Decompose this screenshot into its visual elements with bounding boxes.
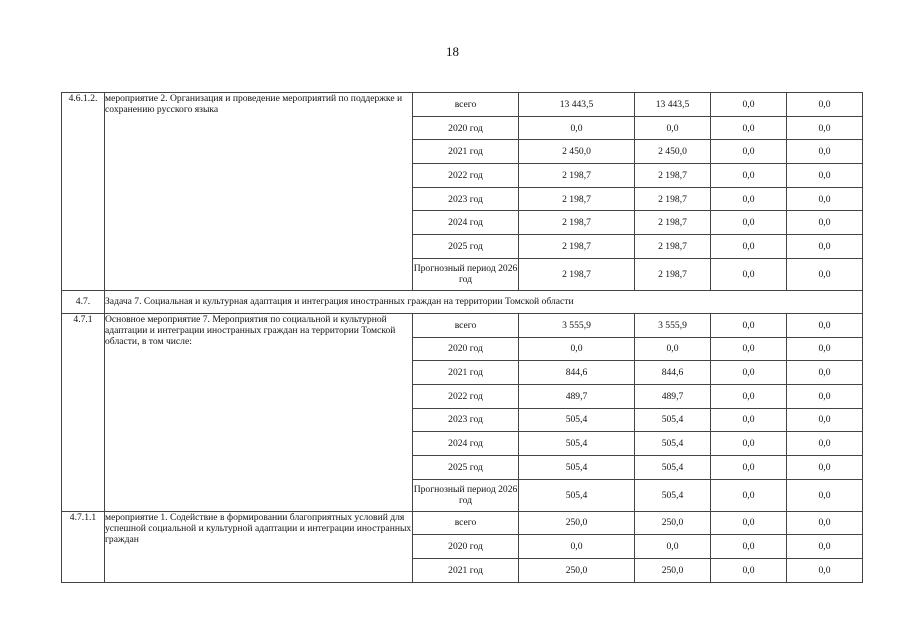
value-cell: 0,0 (711, 313, 787, 337)
value-cell: 0,0 (787, 116, 863, 140)
value-cell: 2 198,7 (635, 164, 711, 188)
value-cell: 505,4 (635, 432, 711, 456)
page-number: 18 (446, 44, 459, 59)
period-label: 2020 год (413, 535, 519, 559)
value-cell: 3 555,9 (519, 313, 635, 337)
value-cell: 0,0 (787, 140, 863, 164)
value-cell: 0,0 (787, 337, 863, 361)
value-cell: 0,0 (711, 116, 787, 140)
period-label: 2021 год (413, 140, 519, 164)
task-title: Задача 7. Социальная и культурная адаптация и интеграция иностранных граждан на территории Томской области (105, 290, 863, 313)
period-label: 2023 год (413, 187, 519, 211)
value-cell: 2 198,7 (635, 187, 711, 211)
value-cell: 0,0 (787, 93, 863, 117)
measure-name: мероприятие 2. Организация и проведение мероприятий по поддержке и сохранению русского языка (105, 93, 413, 291)
period-label: всего (413, 313, 519, 337)
value-cell: 505,4 (635, 455, 711, 479)
value-cell: 0,0 (787, 535, 863, 559)
value-cell: 0,0 (787, 511, 863, 535)
value-cell: 2 198,7 (519, 187, 635, 211)
period-label: всего (413, 511, 519, 535)
value-cell: 0,0 (787, 187, 863, 211)
value-cell: 0,0 (711, 164, 787, 188)
value-cell: 505,4 (635, 408, 711, 432)
value-cell: 250,0 (519, 511, 635, 535)
table-row (62, 93, 863, 117)
row-number: 4.7.1.1 (62, 511, 105, 582)
value-cell: 0,0 (711, 361, 787, 385)
measure-name: мероприятие 1. Содействие в формировании благоприятных условий для успешной социальной и культурной адаптации и интеграции иностранных граждан (105, 511, 413, 582)
value-cell: 2 198,7 (519, 211, 635, 235)
period-label: 2025 год (413, 235, 519, 259)
value-cell: 0,0 (711, 559, 787, 583)
table-row (62, 511, 863, 535)
value-cell: 489,7 (635, 384, 711, 408)
value-cell: 250,0 (519, 559, 635, 583)
value-cell: 2 198,7 (519, 235, 635, 259)
value-cell: 250,0 (635, 511, 711, 535)
value-cell: 0,0 (711, 140, 787, 164)
period-label: 2020 год (413, 337, 519, 361)
period-label: Прогнозный период 2026 год (413, 479, 519, 511)
value-cell: 0,0 (787, 384, 863, 408)
value-cell: 0,0 (635, 337, 711, 361)
value-cell: 505,4 (519, 479, 635, 511)
value-cell: 0,0 (635, 535, 711, 559)
value-cell: 2 198,7 (635, 258, 711, 290)
value-cell: 0,0 (711, 384, 787, 408)
value-cell: 0,0 (519, 535, 635, 559)
value-cell: 2 198,7 (635, 211, 711, 235)
value-cell: 0,0 (519, 337, 635, 361)
value-cell: 505,4 (519, 455, 635, 479)
period-label: 2025 год (413, 455, 519, 479)
value-cell: 505,4 (635, 479, 711, 511)
value-cell: 13 443,5 (635, 93, 711, 117)
value-cell: 0,0 (711, 432, 787, 456)
period-label: 2022 год (413, 164, 519, 188)
value-cell: 844,6 (635, 361, 711, 385)
value-cell: 0,0 (787, 211, 863, 235)
value-cell: 0,0 (711, 93, 787, 117)
value-cell: 0,0 (711, 455, 787, 479)
task-row (62, 290, 863, 313)
period-label: Прогнозный период 2026 год (413, 258, 519, 290)
period-label: всего (413, 93, 519, 117)
value-cell: 3 555,9 (635, 313, 711, 337)
period-label: 2020 год (413, 116, 519, 140)
table-row (62, 313, 863, 337)
value-cell: 0,0 (519, 116, 635, 140)
value-cell: 0,0 (787, 479, 863, 511)
value-cell: 2 450,0 (635, 140, 711, 164)
row-number: 4.7. (62, 290, 105, 313)
value-cell: 0,0 (787, 258, 863, 290)
value-cell: 505,4 (519, 432, 635, 456)
value-cell: 0,0 (711, 235, 787, 259)
value-cell: 0,0 (787, 408, 863, 432)
value-cell: 0,0 (787, 361, 863, 385)
value-cell: 844,6 (519, 361, 635, 385)
value-cell: 0,0 (787, 455, 863, 479)
period-label: 2021 год (413, 559, 519, 583)
value-cell: 2 198,7 (519, 164, 635, 188)
value-cell: 0,0 (787, 235, 863, 259)
value-cell: 0,0 (711, 479, 787, 511)
row-number: 4.6.1.2. (62, 93, 105, 291)
value-cell: 0,0 (711, 408, 787, 432)
value-cell: 0,0 (787, 559, 863, 583)
value-cell: 0,0 (711, 511, 787, 535)
budget-table (61, 92, 863, 583)
value-cell: 0,0 (787, 313, 863, 337)
value-cell: 2 450,0 (519, 140, 635, 164)
value-cell: 0,0 (635, 116, 711, 140)
period-label: 2023 год (413, 408, 519, 432)
value-cell: 0,0 (711, 258, 787, 290)
value-cell: 0,0 (711, 211, 787, 235)
value-cell: 0,0 (711, 337, 787, 361)
value-cell: 2 198,7 (635, 235, 711, 259)
value-cell: 250,0 (635, 559, 711, 583)
row-number: 4.7.1 (62, 313, 105, 511)
measure-name: Основное мероприятие 7. Мероприятия по социальной и культурной адаптации и интеграции иностранных граждан на территории Томской области, в том числе: (105, 313, 413, 511)
value-cell: 489,7 (519, 384, 635, 408)
value-cell: 505,4 (519, 408, 635, 432)
value-cell: 0,0 (787, 432, 863, 456)
period-label: 2021 год (413, 361, 519, 385)
period-label: 2022 год (413, 384, 519, 408)
value-cell: 0,0 (787, 164, 863, 188)
value-cell: 0,0 (711, 187, 787, 211)
value-cell: 0,0 (711, 535, 787, 559)
value-cell: 13 443,5 (519, 93, 635, 117)
period-label: 2024 год (413, 211, 519, 235)
period-label: 2024 год (413, 432, 519, 456)
value-cell: 2 198,7 (519, 258, 635, 290)
